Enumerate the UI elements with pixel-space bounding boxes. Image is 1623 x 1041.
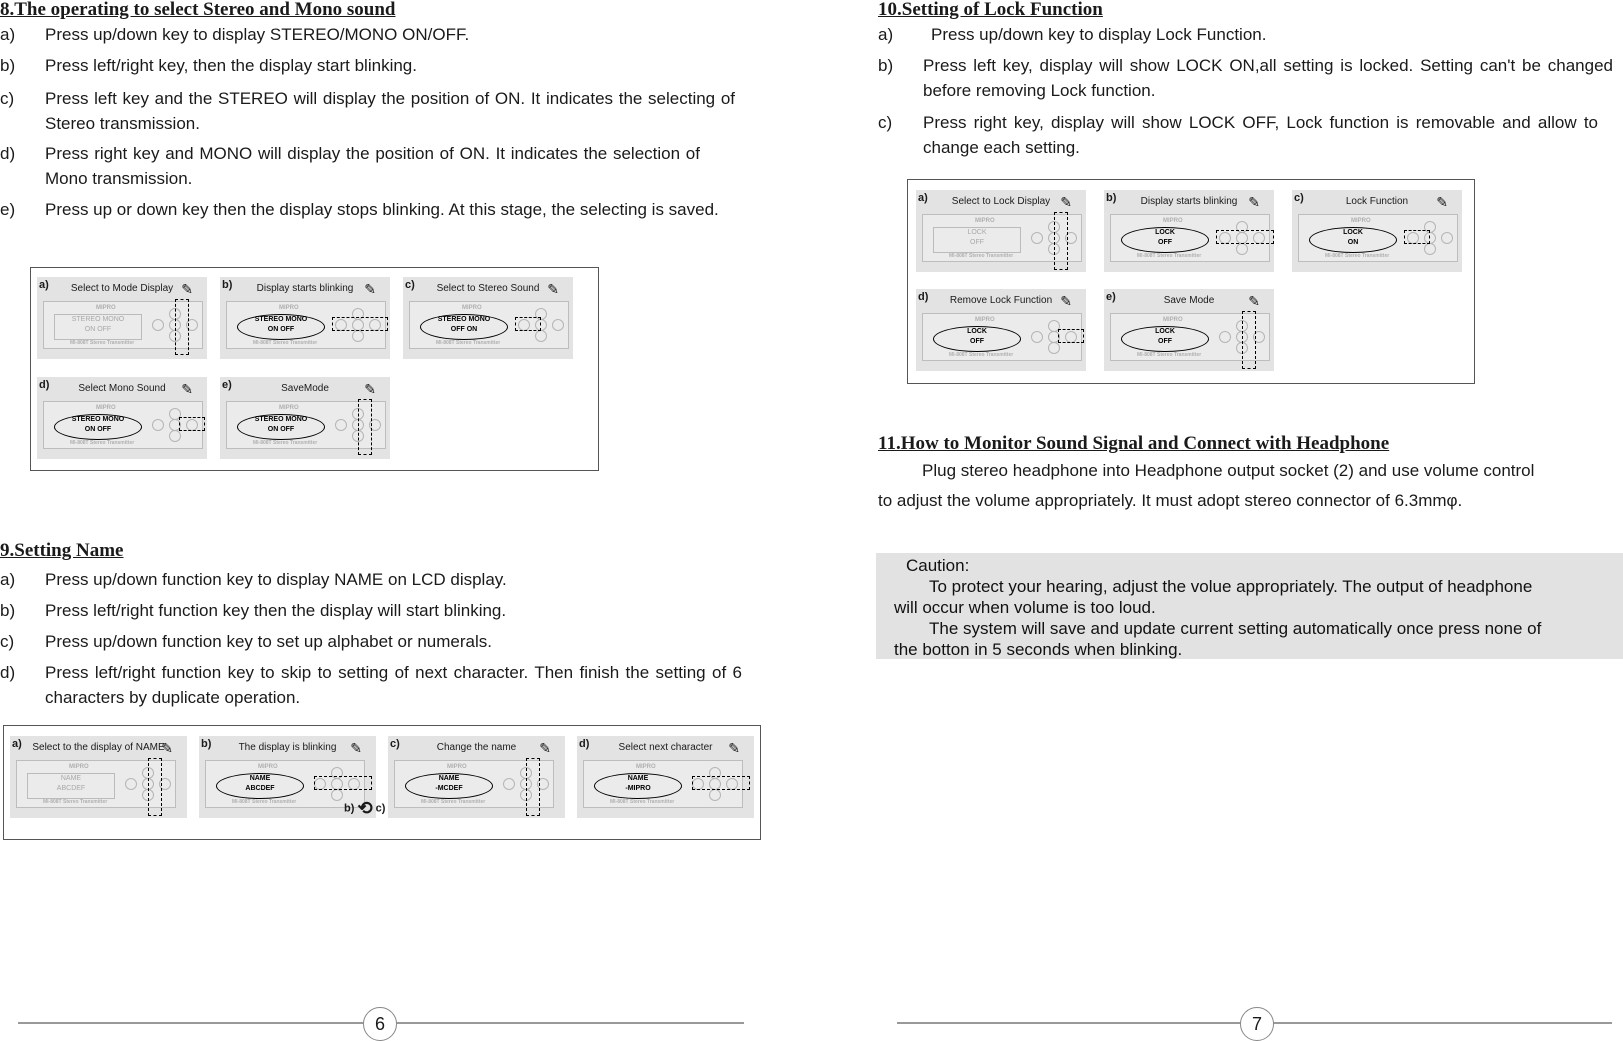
step-text: Press left key, display will show LOCK ON,all setting is locked. Setting can't be changed before removing Lock function. [923,56,1613,100]
key-highlight [1242,311,1256,369]
lcd-display [237,414,325,440]
step-label: a) [0,570,16,589]
lcd-line-2: ON OFF [84,426,112,433]
key-highlight [314,776,372,790]
section-8-title: 8.The operating to select Stereo and Mono sound [0,0,396,20]
panel-caption: Select to Mode Display [70,283,174,294]
lcd-line-1: LOCK [1155,328,1175,335]
pen-pointer-icon: ✎ [350,740,362,756]
step-item [878,22,1613,47]
panel-label: d) [579,738,590,750]
panel-caption: Remove Lock Function [949,295,1053,306]
step-item [0,53,752,78]
device-model: MI-808T Stereo Transmitter [610,799,675,805]
lcd-line-2: OFF ON [450,326,478,333]
step-text: Press right key and MONO will display the position of ON. It indicates the selection of Mono transmission. [45,144,700,188]
lcd-line-2: OFF [1158,239,1172,246]
panel-caption: Select next character [618,742,713,753]
lcd-line-2: ON OFF [84,326,112,333]
pen-pointer-icon: ✎ [1248,293,1260,309]
page-number: 6 [363,1007,397,1041]
panel-caption: SaveMode [281,383,329,394]
panel-label: d) [918,291,929,303]
figure-panel [220,277,390,359]
step-item [0,660,742,710]
pen-pointer-icon: ✎ [181,281,193,297]
lcd-line-1: STEREO MONO [437,316,491,323]
caution-line: the botton in 5 seconds when blinking. [894,640,1183,659]
device-brand: MIPRO [69,764,89,770]
lcd-line-2: ABCDEF [56,785,86,792]
figure-panel [403,277,573,359]
device-brand: MIPRO [1163,317,1183,323]
pen-pointer-icon: ✎ [728,740,740,756]
keypad [152,308,196,342]
panel-caption: Select to the display of NAME [32,742,165,753]
key-highlight [175,299,189,355]
lcd-line-2: -MIPRO [625,785,651,792]
lcd-line-1: STEREO MONO [254,416,308,423]
step-label: a) [878,25,894,44]
key-highlight [358,399,372,455]
key-highlight [1058,329,1084,343]
step-label: b) [878,56,894,75]
device-model: MI-808T Stereo Transmitter [43,799,108,805]
device-brand: MIPRO [279,305,299,311]
section-9-title: 9.Setting Name [0,540,124,561]
device-model: MI-808T Stereo Transmitter [232,799,297,805]
keypad [335,408,379,442]
lcd-line-2: OFF [1158,338,1172,345]
lcd-display [933,326,1021,352]
lcd-line-1: NAME [438,775,460,782]
step-text: Press up/down function key to set up alphabet or numerals. [45,632,492,651]
step-label: c) [878,113,893,132]
device-brand: MIPRO [975,317,995,323]
lcd-line-1: NAME [627,775,649,782]
panel-label: c) [405,279,415,291]
device-brand: MIPRO [279,405,299,411]
figure-panel [220,377,390,459]
step-label: b) [0,56,16,75]
panel-label: a) [918,192,928,204]
panel-label: a) [12,738,22,750]
device-brand: MIPRO [1163,218,1183,224]
step-text: Press up/down key to display Lock Function. [931,25,1267,44]
step-label: c) [0,632,15,651]
figure-panel [577,736,754,818]
keypad [503,767,547,801]
caution-line: The system will save and update current setting automatically once press none of [929,619,1542,638]
step-text: Press left/right key, then the display start blinking. [45,56,417,75]
figure-panel [37,377,207,459]
cycle-arrows-icon: ⟲ [357,798,373,818]
pen-pointer-icon: ✎ [1060,194,1072,210]
device-model: MI-808T Stereo Transmitter [1137,253,1202,259]
device-model: MI-808T Stereo Transmitter [421,799,486,805]
pen-pointer-icon: ✎ [181,381,193,397]
device-model: MI-808T Stereo Transmitter [253,340,318,346]
pen-pointer-icon: ✎ [1060,293,1072,309]
panel-caption: The display is blinking [238,742,337,753]
step-item [0,141,700,191]
stereo-mono-figure [30,267,599,471]
lcd-line-1: STEREO MONO [71,316,125,323]
lcd-display [594,773,682,799]
lcd-line-2: ON [1347,239,1359,246]
device-model: MI-808T Stereo Transmitter [436,340,501,346]
key-highlight [148,758,162,816]
step-label: d) [0,144,16,163]
loop-to-label: c) [375,802,386,815]
figure-panel [1292,190,1462,272]
key-highlight [179,417,205,431]
key-highlight [515,317,541,331]
key-highlight [1216,230,1274,244]
step-item [0,629,752,654]
device-model: MI-808T Stereo Transmitter [949,253,1014,259]
panel-label: e) [1106,291,1116,303]
lcd-line-2: -MCDEF [435,785,463,792]
keypad [1031,221,1075,255]
panel-caption: Lock Function [1345,196,1409,207]
section-11-title: 11.How to Monitor Sound Signal and Connect with Headphone [878,433,1390,454]
lcd-display [933,227,1021,253]
step-text: Press left key and the STEREO will display the position of ON. It indicates the selecting of Stereo transmission. [45,89,735,133]
lcd-display [420,314,508,340]
lcd-line-1: STEREO MONO [254,316,308,323]
device-brand: MIPRO [975,218,995,224]
key-highlight [1404,230,1430,244]
key-highlight [526,758,540,816]
lcd-line-1: NAME [60,775,82,782]
pen-pointer-icon: ✎ [364,281,376,297]
panel-caption: Select to Stereo Sound [436,283,540,294]
lcd-display [54,414,142,440]
lcd-display [1121,326,1209,352]
step-label: e) [0,200,16,219]
section-10-title: 10.Setting of Lock Function [878,0,1103,20]
keypad [1219,320,1263,354]
panel-caption: Display starts blinking [1140,196,1238,207]
panel-label: b) [201,738,212,750]
figure-panel [388,736,565,818]
step-text: Press up/down function key to display NAME on LCD display. [45,570,507,589]
setting-name-figure [3,725,761,840]
step-text: Press left/right function key to skip to setting of next character. Then finish the setting of 6 characters by duplicate operation. [45,663,742,707]
step-item [878,53,1613,103]
panel-label: a) [39,279,49,291]
figure-panel [916,190,1086,272]
step-item [0,197,752,222]
lcd-line-2: OFF [970,239,984,246]
section-11-body-rest: to adjust the volume appropriately. It must adopt stereo connector of 6.3mmφ. [878,491,1463,510]
device-brand: MIPRO [636,764,656,770]
key-highlight [332,317,388,331]
keypad [125,767,169,801]
transmitter-device [1298,214,1458,262]
caution-line: To protect your hearing, adjust the volue appropriately. The output of headphone [929,577,1533,596]
lcd-line-2: ON OFF [267,326,295,333]
panel-label: e) [222,379,232,391]
pen-pointer-icon: ✎ [1436,194,1448,210]
step-label: b) [0,601,16,620]
device-brand: MIPRO [258,764,278,770]
lcd-display [1121,227,1209,253]
step-label: d) [0,663,16,682]
step-text: Press left/right function key then the display will start blinking. [45,601,507,620]
step-label: c) [0,89,15,108]
panel-label: b) [1106,192,1117,204]
lcd-line-2: OFF [970,338,984,345]
lcd-display [237,314,325,340]
lcd-line-1: NAME [249,775,271,782]
device-brand: MIPRO [1351,218,1371,224]
lcd-display [405,773,493,799]
caution-box [876,553,1623,659]
lcd-line-1: LOCK [967,328,987,335]
lcd-display [54,314,142,340]
step-item [878,110,1598,160]
device-model: MI-808T Stereo Transmitter [70,340,135,346]
lcd-display [27,773,115,799]
panel-caption: Change the name [436,742,517,753]
lcd-line-2: ON OFF [267,426,295,433]
step-text: Press up or down key then the display stops blinking. At this stage, the selecting is saved. [45,200,719,219]
caution-heading: Caution: [906,556,970,575]
figure-panel [1104,289,1274,371]
transmitter-device [409,301,569,349]
figure-panel [916,289,1086,371]
lcd-display [1309,227,1397,253]
caution-line: will occur when volume is too loud. [894,598,1156,617]
device-model: MI-808T Stereo Transmitter [949,352,1014,358]
device-model: MI-808T Stereo Transmitter [1137,352,1202,358]
device-brand: MIPRO [462,305,482,311]
step-text: Press right key, display will show LOCK OFF, Lock function is removable and allow to change each setting. [923,113,1598,157]
figure-panel [37,277,207,359]
step-label: a) [0,25,16,44]
step-text: Press up/down key to display STEREO/MONO ON/OFF. [45,25,470,44]
section-11-body-first: Plug stereo headphone into Headphone output socket (2) and use volume control [922,461,1535,480]
panel-label: c) [1294,192,1304,204]
panel-caption: Select Mono Sound [78,383,166,394]
panel-caption: Select to Lock Display [951,196,1051,207]
device-brand: MIPRO [447,764,467,770]
loop-from-label: b) [344,802,355,815]
key-highlight [692,776,750,790]
page-number: 7 [1240,1007,1274,1041]
step-item [0,598,752,623]
loop-indicator [344,798,385,819]
pen-pointer-icon: ✎ [547,281,559,297]
figure-panel [10,736,187,818]
device-model: MI-808T Stereo Transmitter [1325,253,1390,259]
panel-caption: Display starts blinking [256,283,354,294]
lcd-line-1: LOCK [967,229,987,236]
pen-pointer-icon: ✎ [161,740,173,756]
lcd-line-1: LOCK [1343,229,1363,236]
device-model: MI-808T Stereo Transmitter [70,440,135,446]
step-item [0,86,735,136]
panel-label: b) [222,279,233,291]
step-item [0,22,752,47]
panel-label: c) [390,738,400,750]
device-brand: MIPRO [96,405,116,411]
panel-label: d) [39,379,50,391]
device-brand: MIPRO [96,305,116,311]
step-item [0,567,752,592]
pen-pointer-icon: ✎ [364,381,376,397]
figure-panel [1104,190,1274,272]
lcd-display [216,773,304,799]
lcd-line-1: LOCK [1155,229,1175,236]
pen-pointer-icon: ✎ [1248,194,1260,210]
lcd-line-2: ABCDEF [245,785,275,792]
lcd-line-1: STEREO MONO [71,416,125,423]
panel-caption: Save Mode [1163,295,1215,306]
key-highlight [1054,212,1068,270]
device-model: MI-808T Stereo Transmitter [253,440,318,446]
pen-pointer-icon: ✎ [539,740,551,756]
lock-function-figure [907,179,1475,384]
